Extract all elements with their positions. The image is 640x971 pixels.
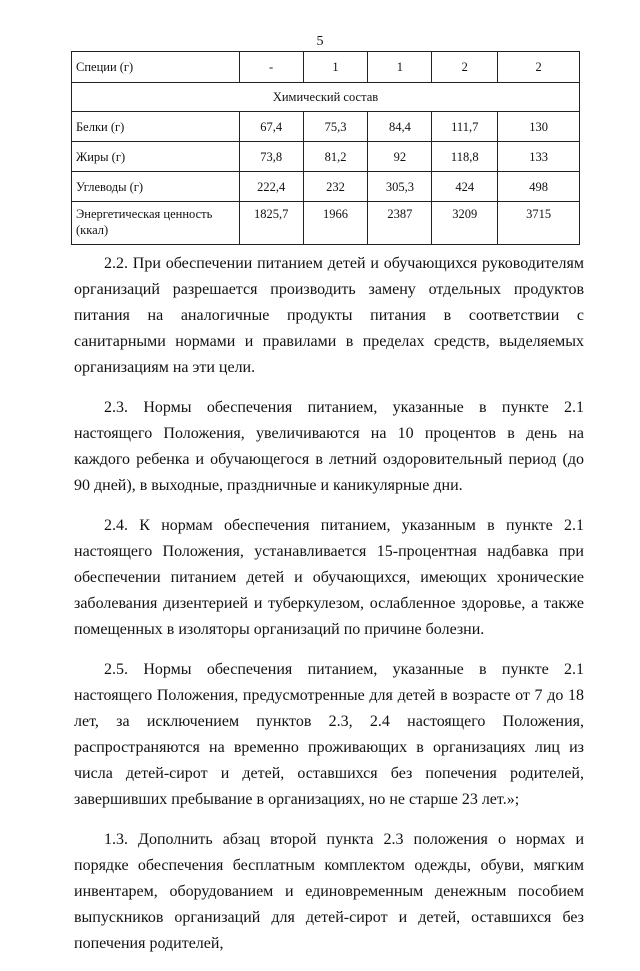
table-cell: 305,3: [368, 172, 432, 202]
row-label-line: (ккал): [76, 223, 109, 237]
table-section-header: [72, 83, 580, 112]
row-label-line: Энергетическая ценность: [76, 207, 213, 221]
table-row-carbohydrates: [72, 172, 580, 202]
table-cell: 73,8: [239, 142, 303, 172]
table-cell: 424: [432, 172, 498, 202]
table-cell: 1825,7: [239, 202, 303, 245]
table-cell: 92: [368, 142, 432, 172]
row-label: Специи (г): [72, 52, 240, 83]
table-cell: 1: [303, 52, 368, 83]
nutrition-table: [71, 51, 580, 245]
table-cell: 67,4: [239, 112, 303, 142]
table-cell: 81,2: [303, 142, 368, 172]
table-row-fats: [72, 142, 580, 172]
table-cell: -: [239, 52, 303, 83]
table-cell: 498: [498, 172, 580, 202]
row-label: Жиры (г): [72, 142, 240, 172]
paragraph-2-4: 2.4. К нормам обеспечения питанием, указанным в пункте 2.1 настоящего Положения, устанавливается 15-процентная надбавка при обеспечении питанием детей и обучающихся, имеющих хронические заболевания дизентерией и туберкулезом, ослабленное здоровье, а также помещенных в изоляторы организаций по причине болезни.: [74, 517, 584, 638]
paragraph-2-2: 2.2. При обеспечении питанием детей и обучающихся руководителям организаций разрешается производить замену отдельных продуктов питания на аналогичные продукты питания в соответствии с санитарными нормами и правилами в пределах средств, выделяемых организациям на эти цели.: [74, 255, 584, 376]
table-cell: 111,7: [432, 112, 498, 142]
table-cell: 75,3: [303, 112, 368, 142]
table-cell: 130: [498, 112, 580, 142]
row-label: Белки (г): [72, 112, 240, 142]
table-cell: 232: [303, 172, 368, 202]
page-number: 5: [316, 34, 324, 49]
table-cell: 1: [368, 52, 432, 83]
table-cell: 133: [498, 142, 580, 172]
table-cell: 222,4: [239, 172, 303, 202]
row-label: [72, 202, 240, 245]
table-cell: 2: [498, 52, 580, 83]
row-label: Углеводы (г): [72, 172, 240, 202]
table-row-proteins: [72, 112, 580, 142]
section-header-label: Химический состав: [72, 83, 580, 112]
table-row-energy: [72, 202, 580, 245]
table-cell: 84,4: [368, 112, 432, 142]
table-cell: 3209: [432, 202, 498, 245]
paragraph-1-3: 1.3. Дополнить абзац второй пункта 2.3 положения о нормах и порядке обеспечения бесплатным комплектом одежды, обуви, мягким инвентарем, оборудованием и единовременным денежным пособием выпускников организаций для детей-сирот и детей, оставшихся без попечения родителей,: [74, 831, 584, 952]
table-cell: 118,8: [432, 142, 498, 172]
table-cell: 2: [432, 52, 498, 83]
table-cell: 2387: [368, 202, 432, 245]
document-body: [74, 251, 584, 971]
table-cell: 3715: [498, 202, 580, 245]
table-cell: 1966: [303, 202, 368, 245]
table-row-spices: [72, 52, 580, 83]
paragraph-2-5: 2.5. Нормы обеспечения питанием, указанные в пункте 2.1 настоящего Положения, предусмотренные для детей в возрасте от 7 до 18 лет, за исключением пунктов 2.3, 2.4 настоящего Положения, распространяются на временно проживающих в организациях лиц из числа детей-сирот и детей, оставшихся без попечения родителей, завершивших пребывание в организациях, но не старше 23 лет.»;: [74, 661, 584, 808]
paragraph-2-3: 2.3. Нормы обеспечения питанием, указанные в пункте 2.1 настоящего Положения, увеличиваются на 10 процентов в день на каждого ребенка и обучающегося в летний оздоровительный период (до 90 дней), в выходные, праздничные и каникулярные дни.: [74, 399, 584, 494]
